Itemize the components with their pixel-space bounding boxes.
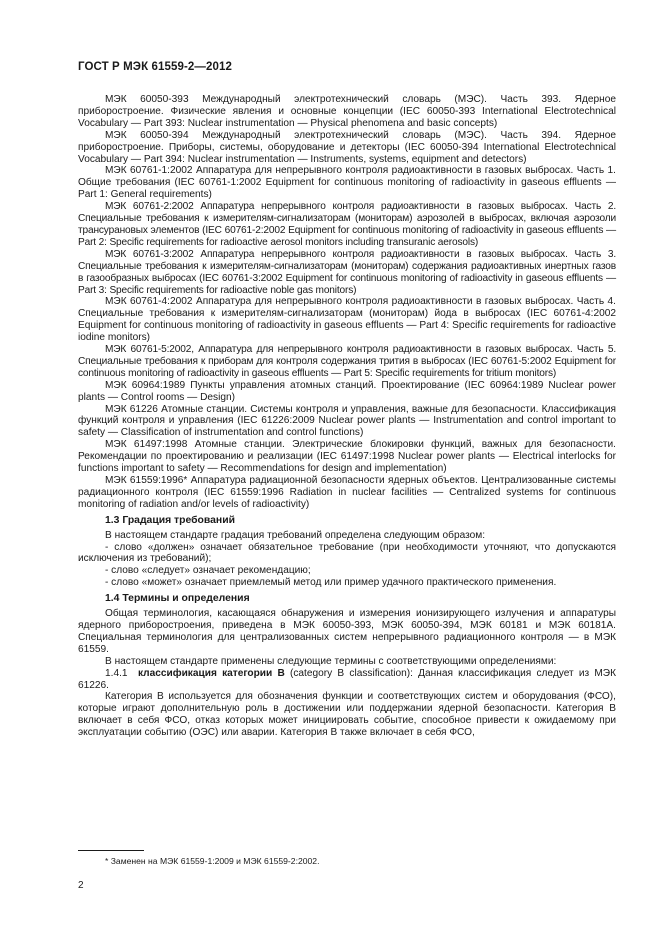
reference-item: МЭК 61559:1996* Аппаратура радиационной безопасности ядерных объектов. Централизованные системы радиационного контроля (IEC 61559:1996 Radiation in nuclear facilities — Centralized systems for continuous monitoring of radiation and/or levels of radioactivity)	[78, 475, 616, 510]
term-name: классификация категории В	[137, 667, 285, 679]
section-1-4-para: Категория В используется для обозначения функции и соответствующих систем и оборудования (ФСО), которые играют дополнительную роль в достижении или поддержании ядерной безопасности. Категория В включает в себя ФСО, отказ которых может инициировать событие, способное привести к ожидаемому при эксплуатации событию (ОЭС) или аварии. Категория В также включает в себя ФСО,	[78, 691, 616, 739]
reference-item: МЭК 60050-393 Международный электротехнический словарь (МЭС). Часть 393. Ядерное приборостроение. Физические явления и основные концепции (IEC 60050-393 International Electrotechnical Vocabulary — Part 393: Nuclear instrumentation — Physical phenomena and basic concepts)	[78, 94, 616, 129]
footnote: * Заменен на МЭК 61559-1:2009 и МЭК 61559-2:2002.	[105, 856, 320, 866]
section-heading-1-3: 1.3 Градация требований	[105, 514, 235, 526]
reference-item: МЭК 60761-3:2002 Аппаратура непрерывного контроля радиоактивности в газовых выбросах. Часть 3. Специальные требования к измерителям-сигнализаторам (мониторам) содержания радиоактивных инертных газов в газообразных выбросах (IEC 60761-3:2002 Equipment for continuous monitoring of radioactivity in gaseous effluents — Part 3: Specific requirements for radioactive noble gas monitors)	[78, 248, 616, 296]
requirement-list-item: - слово «может» означает приемлемый метод или пример удачного практического применения.	[105, 577, 557, 589]
reference-item: МЭК 60050-394 Международный электротехнический словарь (МЭС). Часть 394. Ядерное приборостроение. Приборы, системы, оборудование и детекторы (IEC 60050-394 International Electrotechnical Vocabulary — Part 394: Nuclear instrumentation — Instruments, systems, equipment and detectors)	[78, 129, 616, 165]
reference-item: МЭК 61497:1998 Атомные станции. Электрические блокировки функций, важных для безопасности. Рекомендации по проектированию и реализации (IEC 61497:1998 Nuclear power plants — Electrical interlocks for functions important to safety — Recommendations for design and implementation)	[78, 439, 616, 475]
section-heading-1-4: 1.4 Термины и определения	[105, 593, 250, 605]
term-definition	[78, 668, 616, 692]
reference-item: МЭК 60761-2:2002 Аппаратура непрерывного контроля радиоактивности в газовых выбросах. Часть 2. Специальные требования к измерителям-сигнализаторам (мониторам) аэрозолей в выбросах, включая аэрозоли трансурановых элементов (IEC 60761-2:2002 Equipment for continuous monitoring of radioactivity in gaseous effluents — Part 2: Specific requirements for radioactive aerosol monitors including transuranic aerosols)	[78, 201, 616, 248]
section-1-4-para: В настоящем стандарте применены следующие термины с соответствующими определениями:	[105, 655, 557, 667]
term-description: (category B classification): Данная классификация следует из МЭК 61226.	[78, 667, 616, 691]
page-number: 2	[78, 880, 84, 891]
reference-item: МЭК 60964:1989 Пункты управления атомных станций. Проектирование (IEC 60964:1989 Nuclear power plants — Control rooms — Design)	[78, 379, 616, 403]
requirement-list-item: - слово «должен» означает обязательное требование (при необходимости уточняют, что допускаются исключения из требований);	[78, 541, 616, 565]
section-1-4-para: Общая терминология, касающаяся обнаружения и измерения ионизирующего излучения и аппаратуры ядерного приборостроения, приведена в МЭК 60050-393, МЭК 60050-394, МЭК 60181 и МЭК 60181А. Специальная терминология для централизованных систем непрерывного радиационного контроля — в МЭК 61559.	[78, 608, 616, 655]
section-1-3-intro: В настоящем стандарте градация требований определена следующим образом:	[105, 529, 486, 541]
document-body	[78, 94, 616, 739]
term-number: 1.4.1	[105, 667, 128, 679]
reference-item: МЭК 60761-1:2002 Аппаратура для непрерывного контроля радиоактивности в газовых выбросах. Часть 1. Общие требования (IEC 60761-1:2002 Equipment for continuous monitoring of radioactivity in gaseous effluents — Part 1: General requirements)	[78, 165, 616, 201]
document-header: ГОСТ Р МЭК 61559-2—2012	[78, 61, 232, 73]
reference-item: МЭК 60761-4:2002 Аппаратура для непрерывного контроля радиоактивности в газовых выбросах. Часть 4. Специальные требования к измерителям-сигнализаторам (мониторам) йода в выбросах (IEC 60761-4:2002 Equipment for continuous monitoring of radioactivity in gaseous effluents — Part 4: Specific requirements for radioactive iodine monitors)	[78, 296, 616, 344]
requirement-list-item: - слово «следует» означает рекомендацию;	[105, 565, 311, 577]
reference-item: МЭК 61226 Атомные станции. Системы контроля и управления, важные для безопасности. Классификация функций контроля и управления (IEC 61226:2009 Nuclear power plants — Instrumentation and control important to safety — Classification of instrumentation and control functions)	[78, 403, 616, 439]
footnote-divider	[78, 850, 144, 851]
reference-item: МЭК 60761-5:2002, Аппаратура для непрерывного контроля радиоактивности в газовых выбросах. Часть 5. Специальные требования к приборам для контроля содержания трития в выбросах (IEC 60761-5:2002 Equipment for continuous monitoring of radioactivity in gaseous effluents — Part 5: Specific requirements for tritium monitors)	[78, 344, 616, 379]
